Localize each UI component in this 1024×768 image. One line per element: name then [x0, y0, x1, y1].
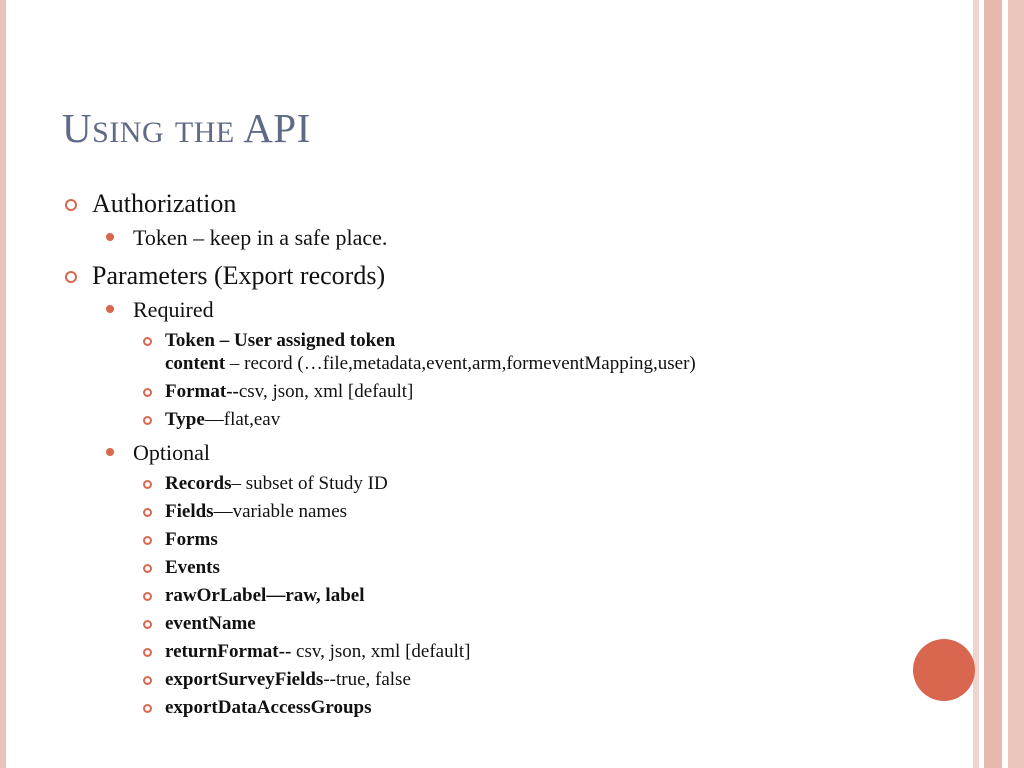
bullet-optional: Optional [62, 436, 942, 470]
bullet-required: Required [62, 293, 942, 327]
dot-bullet-icon [106, 448, 114, 456]
ring-bullet-icon [143, 536, 152, 545]
left-border [0, 0, 6, 768]
right-border-gap [1002, 0, 1008, 768]
param-exportsurveyfields: exportSurveyFields--true, false [62, 668, 942, 691]
param-exportdataaccessgroups: exportDataAccessGroups [62, 696, 942, 719]
param-records: Records– subset of Study ID [62, 472, 942, 495]
bullet-authorization: Authorization [62, 187, 942, 221]
slide-body [62, 183, 942, 724]
param-events: Events [62, 556, 942, 579]
ring-bullet-icon [143, 416, 152, 425]
ring-bullet-icon [143, 388, 152, 397]
ring-bullet-icon [143, 676, 152, 685]
param-forms: Forms [62, 528, 942, 551]
right-border-thick [984, 0, 1002, 768]
param-returnformat: returnFormat-- csv, json, xml [default] [62, 640, 942, 663]
ring-bullet-icon [143, 480, 152, 489]
param-format: Format--csv, json, xml [default] [62, 380, 942, 403]
param-raworlabel: rawOrLabel—raw, label [62, 584, 942, 607]
param-type: Type—flat,eav [62, 408, 942, 431]
bullet-token: Token – keep in a safe place. [62, 221, 942, 255]
ring-bullet-icon [143, 620, 152, 629]
param-eventname: eventName [62, 612, 942, 635]
right-border-edge [1008, 0, 1024, 768]
ring-bullet-icon [65, 199, 77, 211]
dot-bullet-icon [106, 305, 114, 313]
ring-bullet-icon [143, 508, 152, 517]
dot-bullet-icon [106, 233, 114, 241]
ring-bullet-icon [143, 704, 152, 713]
ring-bullet-icon [143, 592, 152, 601]
right-border-gap [979, 0, 984, 768]
ring-bullet-icon [143, 648, 152, 657]
param-fields: Fields—variable names [62, 500, 942, 523]
ring-bullet-icon [143, 564, 152, 573]
param-token: Token – User assigned token content – record (…file,metadata,event,arm,formeventMapping,user) [62, 329, 942, 375]
ring-bullet-icon [143, 337, 152, 346]
ring-bullet-icon [65, 271, 77, 283]
bullet-parameters: Parameters (Export records) [62, 259, 942, 293]
slide-title: USING THE API [62, 105, 311, 151]
